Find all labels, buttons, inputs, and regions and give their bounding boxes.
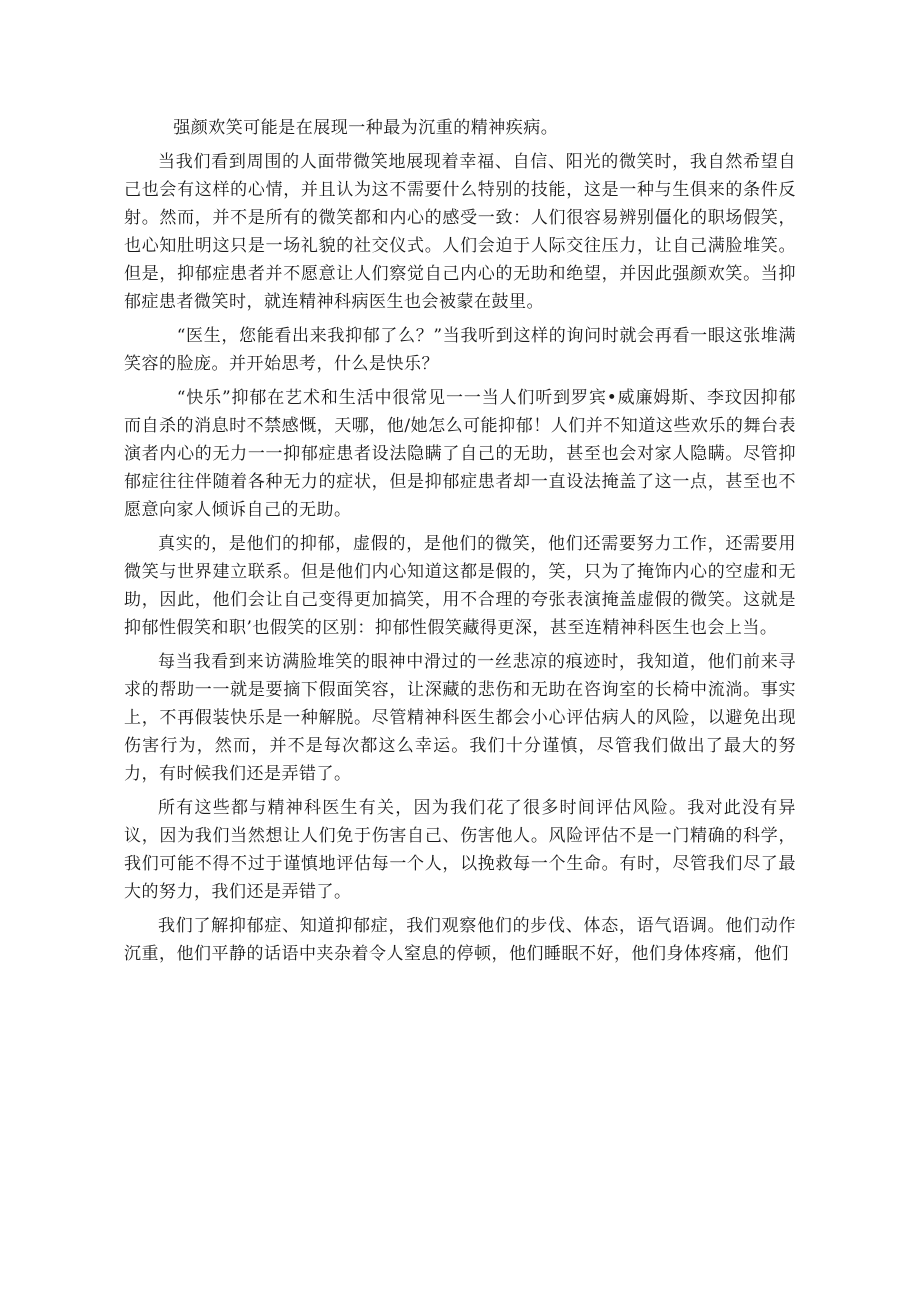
paragraph-4: “快乐”抑郁在艺术和生活中很常见一一当人们听到罗宾•威廉姆斯、李玟因抑郁而自杀的消息时不禁感慨，天哪，他/她怎么可能抑郁！人们并不知道这些欢乐的舞台表演者内心的无力一一抑郁症患者设法隐瞒了自己的无助，甚至也会对家人隐瞒。尽管抑郁症往往伴随着各种无力的症状，但是抑郁症患者却一直设法掩盖了这一点，甚至也不愿意向家人倾诉自己的无助。 — [124, 388, 796, 520]
paragraph-1: 强颜欢笑可能是在展现一种最为沉重的精神疾病。 — [173, 118, 559, 138]
paragraph-3: “医生，您能看出来我抑郁了么？”当我听到这样的询问时就会再看一眼这张堆满笑容的脸庞。并开始思考，什么是快乐？ — [124, 326, 796, 374]
paragraph-8: 我们了解抑郁症、知道抑郁症，我们观察他们的步伐、体态，语气语调。他们动作沉重，他们平静的话语中夹杂着令人窒息的停顿，他们睡眠不好，他们身体疼痛，他们 — [124, 916, 796, 964]
document-body — [124, 114, 796, 974]
paragraph-5: 真实的，是他们的抑郁，虚假的，是他们的微笑，他们还需要努力工作，还需要用微笑与世界建立联系。但是他们内心知道这都是假的，笑，只为了掩饰内心的空虚和无助，因此，他们会让自己变得更加搞笑，用不合理的夸张表演掩盖虚假的微笑。这就是抑郁性假笑和职’也假笑的区别：抑郁性假笑藏得更深，甚至连精神科医生也会上当。 — [124, 534, 796, 638]
paragraph-6: 每当我看到来访满脸堆笑的眼神中滑过的一丝悲凉的痕迹时，我知道，他们前来寻求的帮助一一就是要摘下假面笑容，让深藏的悲伤和无助在咨询室的长椅中流淌。事实上，不再假装快乐是一种解脱。尽管精神科医生都会小心评估病人的风险，以避免出现伤害行为，然而，并不是每次都这么幸运。我们十分谨慎，尽管我们做出了最大的努力，有时候我们还是弄错了。 — [124, 652, 796, 784]
paragraph-7: 所有这些都与精神科医生有关，因为我们花了很多时间评估风险。我对此没有异议，因为我们当然想让人们免于伤害自己、伤害他人。风险评估不是一门精确的科学，我们可能不得不过于谨慎地评估每一个人，以挽救每一个生命。有时，尽管我们尽了最大的努力，我们还是弄错了。 — [124, 798, 796, 902]
paragraph-2: 当我们看到周围的人面带微笑地展现着幸福、自信、阳光的微笑时，我自然希望自己也会有这样的心情，并且认为这不需要什么特别的技能，这是一种与生俱来的条件反射。然而，并不是所有的微笑都和内心的感受一致：人们很容易辨别僵化的职场假笑，也心知肚明这只是一场礼貌的社交仪式。人们会迫于人际交往压力，让自己满脸堆笑。但是，抑郁症患者并不愿意让人们察觉自己内心的无助和绝望，并因此强颜欢笑。当抑郁症患者微笑时，就连精神科病医生也会被蒙在鼓里。 — [124, 152, 796, 312]
